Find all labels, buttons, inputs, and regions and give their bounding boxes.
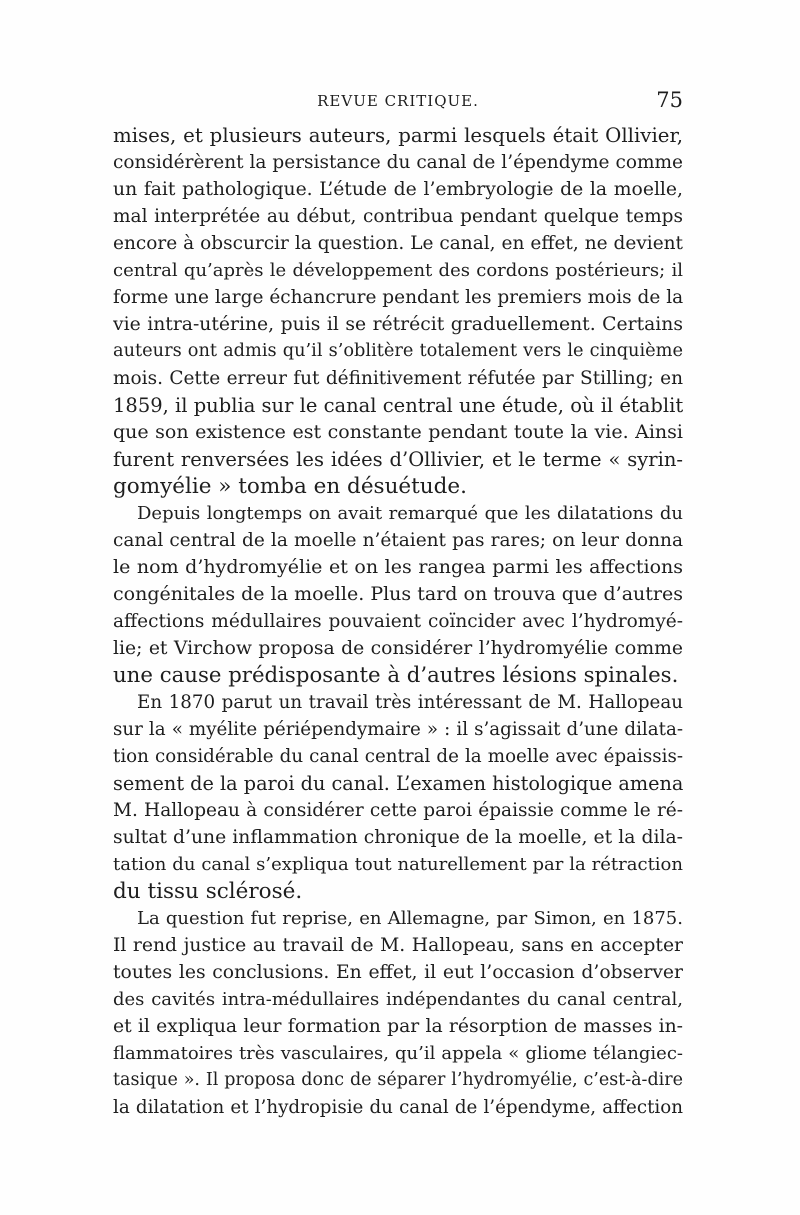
text-line: sement de la paroi du canal. L’examen histologique amena	[113, 772, 683, 795]
text-line: considérèrent la persistance du canal de l’épendyme comme	[113, 152, 683, 173]
text-line: mois. Cette erreur fut définitivement réfutée par Stilling; en	[113, 368, 683, 389]
text-line: En 1870 parut un travail très intéressant de M. Hallopeau	[137, 692, 683, 713]
text-line: forme une large échancrure pendant les premiers mois de la	[113, 287, 683, 308]
text-line: canal central de la moelle n’étaient pas rares; on leur donna	[113, 530, 683, 551]
text-line: sur la « myélite périépendymaire » : il s’agissait d’une dilata-	[113, 719, 683, 740]
text-line: gomyélie » tomba en désuétude.	[113, 474, 467, 499]
body-text	[113, 122, 683, 1121]
page-number: 75	[656, 88, 683, 112]
text-line: tation du canal s’expliqua tout naturellement par la rétraction	[113, 854, 683, 875]
text-line: La question fut reprise, en Allemagne, par Simon, en 1875.	[137, 908, 683, 929]
text-line: le nom d’hydromyélie et on les rangea parmi les affections	[113, 556, 683, 578]
text-line: du tissu sclérosé.	[113, 879, 303, 904]
running-title: REVUE CRITIQUE.	[317, 92, 479, 110]
text-line: auteurs ont admis qu’il s’oblitère totalement vers le cinquième	[113, 341, 683, 361]
text-line: mal interprétée au début, contribua pendant quelque temps	[113, 206, 683, 227]
text-line: 1859, il publia sur le canal central une étude, où il établit	[113, 394, 683, 417]
text-line: sultat d’une inflammation chronique de la moelle, et la dila-	[113, 827, 683, 848]
text-line: que son existence est constante pendant toute la vie. Ainsi	[113, 421, 683, 443]
text-line: un fait pathologique. L’étude de l’embryologie de la moelle,	[113, 179, 683, 200]
text-line: lie; et Virchow proposa de considérer l’hydromyélie comme	[113, 638, 683, 659]
page-header	[113, 88, 683, 122]
text-line: Il rend justice au travail de M. Hallopeau, sans en accepter	[113, 935, 683, 956]
text-line: central qu’après le développement des cordons postérieurs; il	[113, 260, 683, 281]
text-line: congénitales de la moelle. Plus tard on trouva que d’autres	[113, 583, 683, 605]
text-line: vie intra-utérine, puis il se rétrécit graduellement. Certains	[113, 314, 683, 335]
text-line: M. Hallopeau à considérer cette paroi épaissie comme le ré-	[113, 800, 683, 821]
text-line: des cavités intra-médullaires indépendantes du canal central,	[113, 989, 683, 1010]
text-line: encore à obscurcir la question. Le canal, en effet, ne devient	[113, 233, 683, 254]
text-line: et il expliqua leur formation par la résorption de masses in-	[113, 1016, 683, 1037]
text-line: Depuis longtemps on avait remarqué que les dilatations du	[137, 503, 683, 524]
text-line: mises, et plusieurs auteurs, parmi lesquels était Ollivier,	[113, 124, 683, 147]
text-line: toutes les conclusions. En effet, il eut l’occasion d’observer	[113, 962, 683, 983]
text-line: la dilatation et l’hydropisie du canal de l’épendyme, affection	[113, 1097, 683, 1118]
text-line: flammatoires très vasculaires, qu’il appela « gliome télangiec-	[113, 1043, 683, 1064]
text-line: furent renversées les idées d’Ollivier, et le terme « syrin-	[113, 448, 683, 471]
text-line: affections médullaires pouvaient coïncider avec l’hydromyé-	[113, 611, 683, 632]
text-line: tion considérable du canal central de la moelle avec épaissis-	[113, 746, 683, 767]
text-line: une cause prédisposante à d’autres lésions spinales.	[113, 663, 679, 688]
text-line: tasique ». Il proposa donc de séparer l’hydromyélie, c’est-à-dire	[113, 1070, 683, 1090]
